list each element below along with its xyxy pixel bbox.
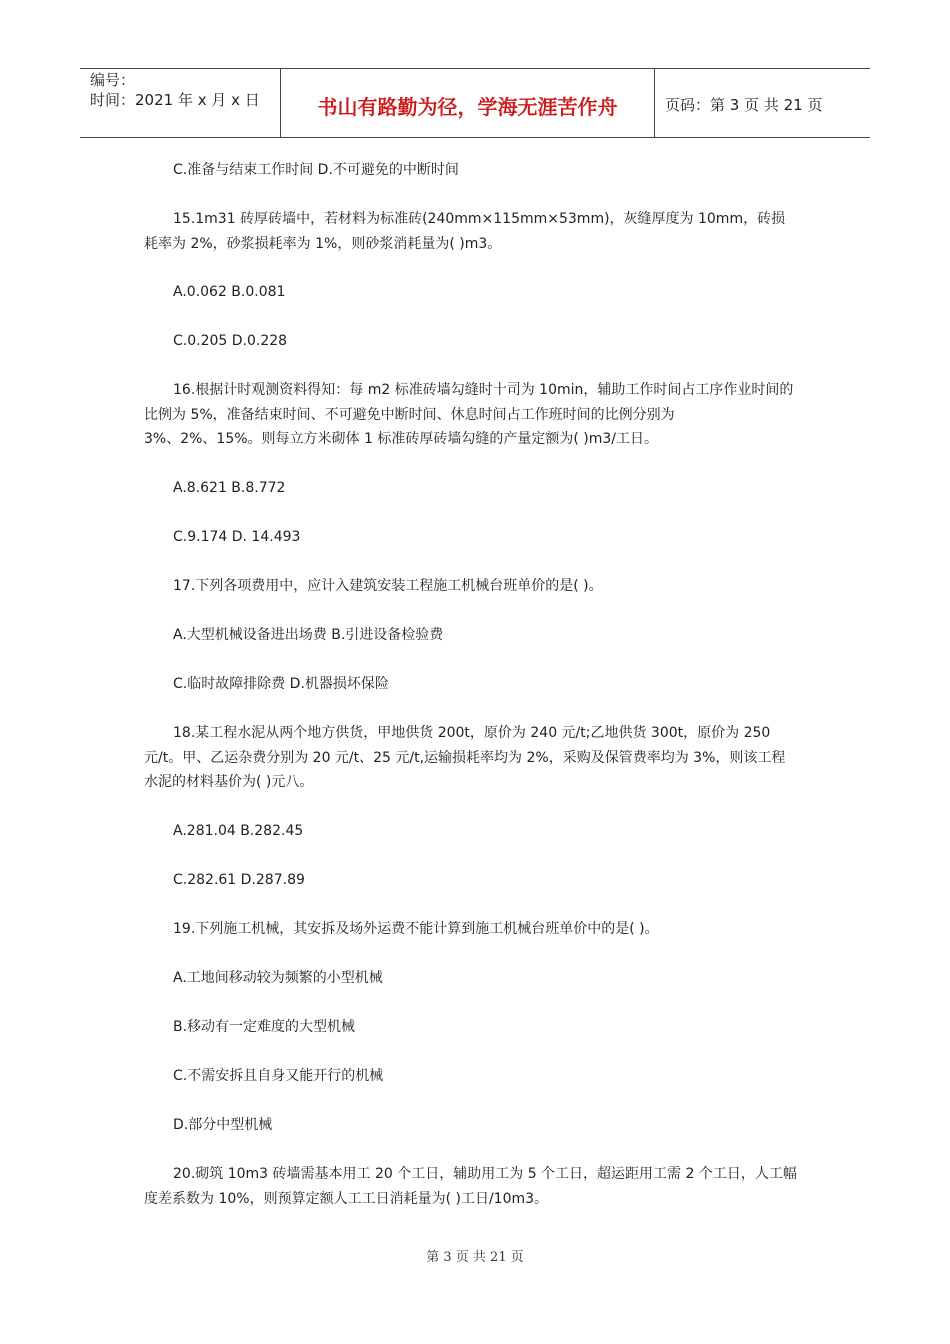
option-line: C.不需安拆且自身又能开行的机械 (173, 1068, 384, 1084)
option-line: A.大型机械设备进出场费 B.引进设备检验费 (173, 627, 444, 643)
option-line: C.0.205 D.0.228 (173, 333, 288, 349)
question-18: 18.某工程水泥从两个地方供货，甲地供货 200t，原价为 240 元/t;乙地供货 300t，原价为 250 元/t。甲、乙运杂费分别为 20 元/t、25 元/t,运输损耗率均为 2%，采购及保管费率均为 3%，则该工程 水泥的材料基价为( )元八。 (144, 725, 786, 790)
question-15: 15.1m31 砖厚砖墙中，若材料为标准砖(240mm×115mm×53mm)，灰缝厚度为 10mm，砖损 耗率为 2%，砂浆损耗率为 1%，则砂浆消耗量为( )m3。 (144, 211, 786, 252)
question-19: 19.下列施工机械，其安拆及场外运费不能计算到施工机械台班单价中的是( )。 (173, 921, 659, 937)
option-line: A.工地间移动较为频繁的小型机械 (173, 970, 383, 986)
option-line: D.部分中型机械 (173, 1117, 273, 1133)
header-page-cell (655, 69, 870, 137)
document-date: 时间：2021 年 x 月 x 日 (90, 91, 260, 109)
question-17: 17.下列各项费用中，应计入建筑安装工程施工机械台班单价的是( )。 (173, 578, 603, 594)
option-line: C.临时故障排除费 D.机器损坏保险 (173, 676, 389, 692)
header-page-info: 页码：第 3 页 共 21 页 (665, 96, 823, 114)
document-number-label: 编号： (90, 71, 136, 89)
page-header (80, 68, 870, 138)
option-line: B.移动有一定难度的大型机械 (173, 1019, 356, 1035)
option-line: C.9.174 D. 14.493 (173, 529, 301, 545)
page-footer: 第 3 页 共 21 页 (426, 1250, 524, 1265)
question-20: 20.砌筑 10m3 砖墙需基本用工 20 个工日，辅助用工为 5 个工日，超运距用工需 2 个工日，人工幅 度差系数为 10%，则预算定额人工工日消耗量为( )工日/10m3。 (144, 1166, 797, 1207)
option-line: A.0.062 B.0.081 (173, 284, 286, 300)
header-motto: 书山有路勤为径，学海无涯苦作舟 (317, 95, 618, 119)
option-line: A.281.04 B.282.45 (173, 823, 304, 839)
option-line: A.8.621 B.8.772 (173, 480, 286, 496)
header-meta-cell (80, 69, 281, 137)
question-16: 16.根据计时观测资料得知：每 m2 标准砖墙勾缝时十司为 10min，辅助工作时间占工序作业时间的 比例为 5%，准备结束时间、不可避免中断时间、休息时间占工作班时间的比例分别为 3%、2%、15%。则每立方米砌体 1 标准砖厚砖墙勾缝的产量定额为( )m3/工日。 (144, 382, 794, 447)
header-motto-cell (281, 69, 655, 137)
option-line: C.准备与结束工作时间 D.不可避免的中断时间 (173, 162, 459, 178)
option-line: C.282.61 D.287.89 (173, 872, 305, 888)
